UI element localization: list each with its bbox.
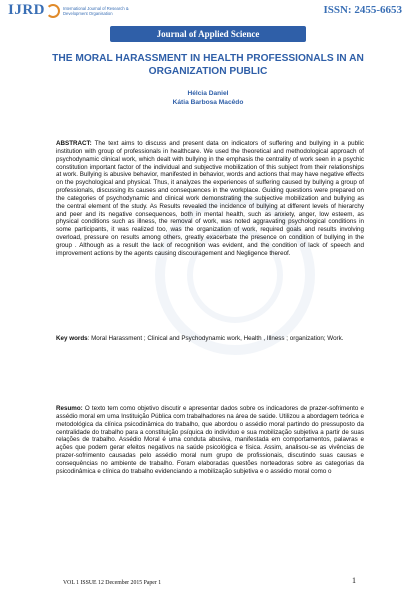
page-header [0,0,416,26]
organisation-line-2: Development Organisation [63,10,113,16]
logo-swoosh-icon [46,4,60,18]
resumo-label: Resumo: [56,405,83,412]
issue-info: VOL 1 ISSUE 12 December 2015 Paper 1 [63,580,162,586]
journal-logo [8,2,133,19]
author-name: Kátia Barbosa Macêdo [172,99,244,106]
page-number: 1 [352,576,356,585]
organisation-name [63,6,133,16]
organisation-line-1: International Journal of Research & [63,5,129,11]
keywords-paragraph [56,335,364,343]
keywords-text: : Moral Harassment ; Clinical and Psychodynamic work, Health , Illness ; organization; Work. [87,335,344,342]
abstract-label: ABSTRACT: [56,140,92,147]
author-name: Hélcia Daniel [187,90,229,97]
abstract-text: The text aims to discuss and present data on indicators of suffering and bullying in a public institution with group of professionals in healthcare. We used the theoretical and methodological approach of psychodynamic clinical work, which dealt with bullying in the emphasis the centrality of work seen in a psychic constitution important factor of the individual and subjective mobilization of this subject from their relationships at work. Bullying is abusive behavior, manifested in behavior, words and actions that may have negative effects on the psychological and physical. Thus, it analyzes the experiences of suffering caused by bullying a group of professionals, discussing its causes and consequences in the workplace. Guiding questions were prepared on the categories of psychodynamic and clinical work demonstrating the subjective mobilization and bullying as the central element of the study. As Results revealed the incidence of bullying at different levels of hierarchy and peer and its negative consequences, both in mental health, such as anxiety, anger, low esteem, as physical conditions such as illness, the removal of work, was noted aggravating psychological conditions in some participants, it was realized too, was the organization of work, required goals and results involving overload, pressure on results among others, greatly exacerbate the presence on condition of bullying in the group . Although as a result the lack of recognition was evident, and the condition of lack of speech and improvement actions by the agents causing discouragement and Negligence thereof. [56,140,364,257]
abstract-paragraph [56,140,364,258]
resumo-paragraph [56,405,364,476]
journal-title: Journal of Applied Science [156,29,260,39]
keywords-label: Key words [56,335,88,342]
journal-title-banner [110,26,306,42]
issn-label: ISSN: 2455-6653 [323,4,402,16]
resumo-text: O texto tem como objetivo discutir e apresentar dados sobre os indicadores de prazer-sofrimento e assédio moral em uma Instituição Pública com trabalhadores na área de saúde. Utilizou a abordagem teórica e metodológica da clínica psicodinâmica do trabalho, que abordou o assédio moral partindo do pressuposto da centralidade do trabalho para a constituição psíquica do indivíduo e sua mobilização subjetiva a partir de suas relações de trabalho. Assédio Moral é uma conduta abusiva, manifestada em comportamentos, palavras e ações que podem gerar efeitos negativos na saúde psicológica e física. Assim, analisou-se as vivências de prazer-sofrimento causadas pelo assédio moral num grupo de profissionais, discutindo suas causas e consequências no ambiente de trabalho. Foram elaboradas questões norteadoras sobre as categorias da psicodinâmica e clínica do trabalho evidenciando a mobilização subjetiva e o assédio moral como o [56,405,364,475]
paper-title: THE MORAL HARASSMENT IN HEALTH PROFESSIONALS IN AN ORGANIZATION PUBLIC [52,53,364,77]
author-list [100,89,316,107]
logo-text: IJRD [8,2,46,18]
